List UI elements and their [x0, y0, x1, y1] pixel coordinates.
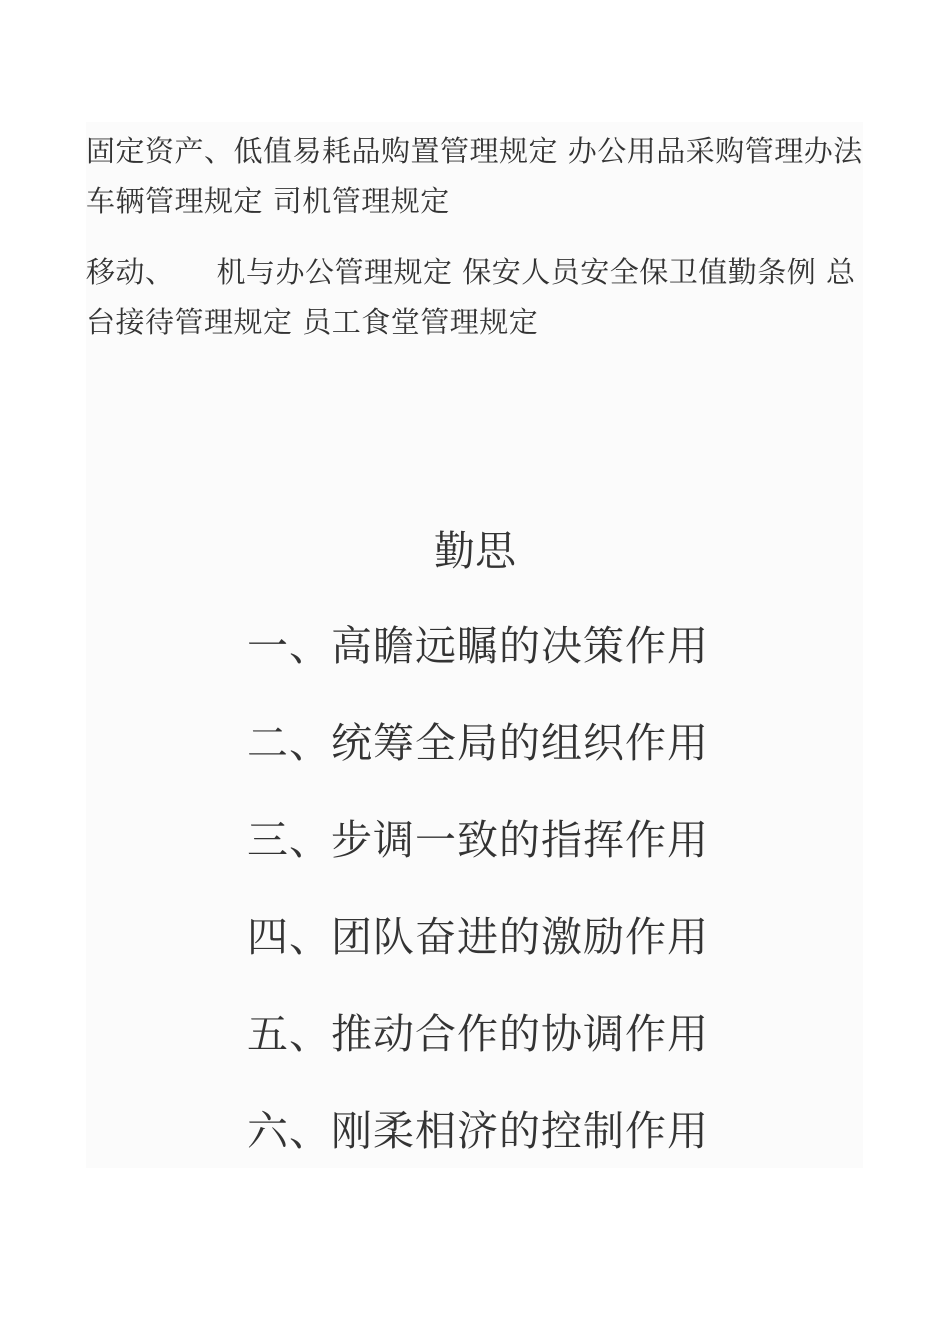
- paragraph-2-rest: 机与办公管理规定 保安人员安全保卫值勤条例 总台接待管理规定 员工食堂管理规定: [86, 255, 856, 339]
- role-item: 二、统筹全局的组织作用: [247, 719, 709, 767]
- regulations-paragraph-1: 固定资产、低值易耗品购置管理规定 办公用品采购管理办法 车辆管理规定 司机管理规定: [86, 134, 863, 218]
- section-heading: 勤思: [434, 527, 516, 575]
- role-item: 五、推动合作的协调作用: [247, 1010, 709, 1058]
- role-list: [247, 620, 709, 1202]
- role-item: 四、团队奋进的激励作用: [247, 913, 709, 961]
- role-item: 六、刚柔相济的控制作用: [247, 1107, 709, 1155]
- regulations-paragraph-2: [86, 247, 866, 347]
- role-item: 一、高瞻远瞩的决策作用: [247, 622, 709, 670]
- paragraph-2-prefix: 移动、: [86, 255, 175, 289]
- role-item: 三、步调一致的指挥作用: [247, 816, 709, 864]
